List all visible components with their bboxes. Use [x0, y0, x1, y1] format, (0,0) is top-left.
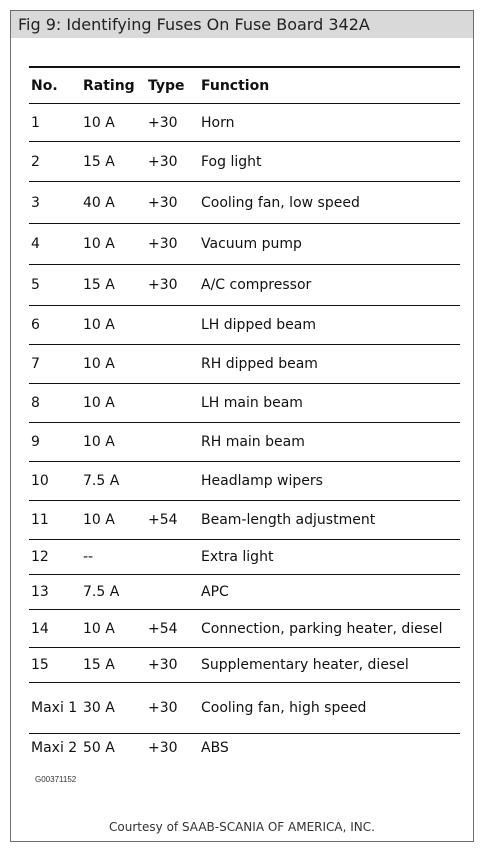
cell-rating: 10 A — [81, 306, 146, 345]
table-row — [29, 501, 460, 540]
table-row — [29, 142, 460, 182]
cell-function: A/C compressor — [199, 265, 460, 306]
cell-rating: 30 A — [81, 683, 146, 734]
cell-no: 4 — [29, 224, 81, 265]
table-row — [29, 423, 460, 462]
cell-function: APC — [199, 575, 460, 610]
table-row — [29, 683, 460, 734]
table-row — [29, 648, 460, 683]
header-rating: Rating — [81, 67, 146, 104]
cell-rating: 7.5 A — [81, 462, 146, 501]
cell-type: +30 — [146, 224, 199, 265]
cell-rating: 50 A — [83, 740, 115, 756]
cell-type — [146, 575, 199, 610]
table-row — [29, 224, 460, 265]
table-row — [29, 734, 460, 795]
cell-no: 12 — [29, 540, 81, 575]
cell-no: Maxi 2 — [31, 740, 78, 756]
table-row — [29, 345, 460, 384]
cell-function: Headlamp wipers — [199, 462, 460, 501]
cell-no: 15 — [29, 648, 81, 683]
cell-type: +30 — [146, 265, 199, 306]
cell-rating: 10 A — [81, 501, 146, 540]
cell-rating: 15 A — [81, 265, 146, 306]
table-row — [29, 104, 460, 142]
cell-no: Maxi 1 — [29, 683, 81, 734]
table-row — [29, 610, 460, 648]
cell-type — [146, 423, 199, 462]
fuse-table — [29, 66, 460, 794]
table-row — [29, 306, 460, 345]
cell-function: RH main beam — [199, 423, 460, 462]
table-row — [29, 540, 460, 575]
header-function: Function — [199, 67, 460, 104]
cell-no: 6 — [29, 306, 81, 345]
cell-no: 9 — [29, 423, 81, 462]
table-row — [29, 575, 460, 610]
figure-title: Fig 9: Identifying Fuses On Fuse Board 342A — [11, 11, 473, 38]
cell-function: Horn — [199, 104, 460, 142]
cell-type — [146, 384, 199, 423]
cell-type: +30 — [146, 648, 199, 683]
cell-no: 8 — [29, 384, 81, 423]
cell-type — [146, 345, 199, 384]
table-row — [29, 384, 460, 423]
cell-function: LH dipped beam — [199, 306, 460, 345]
header-type: Type — [146, 67, 199, 104]
cell-no: 11 — [29, 501, 81, 540]
cell-type: +30 — [146, 104, 199, 142]
cell-rating: -- — [81, 540, 146, 575]
cell-function: LH main beam — [199, 384, 460, 423]
cell-function: ABS — [201, 740, 229, 756]
cell-no: 7 — [29, 345, 81, 384]
cell-type — [146, 306, 199, 345]
cell-rating: 10 A — [81, 384, 146, 423]
cell-type — [146, 462, 199, 501]
cell-no: 10 — [29, 462, 81, 501]
cell-function: Connection, parking heater, diesel — [199, 610, 460, 648]
cell-type — [146, 540, 199, 575]
cell-no: 3 — [29, 182, 81, 224]
cell-no: 13 — [29, 575, 81, 610]
courtesy-line: Courtesy of SAAB-SCANIA OF AMERICA, INC. — [109, 820, 375, 834]
cell-rating: 7.5 A — [81, 575, 146, 610]
cell-type: +30 — [146, 142, 199, 182]
cell-rating: 10 A — [81, 224, 146, 265]
cell-function: Cooling fan, low speed — [199, 182, 460, 224]
cell-no: 14 — [29, 610, 81, 648]
cell-function: Fog light — [199, 142, 460, 182]
cell-rating: 10 A — [81, 104, 146, 142]
figure-frame — [10, 10, 474, 842]
cell-type: +54 — [146, 610, 199, 648]
cell-function: Cooling fan, high speed — [199, 683, 460, 734]
table-row — [29, 462, 460, 501]
cell-function: Vacuum pump — [199, 224, 460, 265]
cell-type: +30 — [146, 182, 199, 224]
cell-rating: 10 A — [81, 345, 146, 384]
cell-rating: 40 A — [81, 182, 146, 224]
cell-no: 5 — [29, 265, 81, 306]
cell-no: 1 — [29, 104, 81, 142]
cell-no: 2 — [29, 142, 81, 182]
header-no: No. — [29, 67, 81, 104]
table-row — [29, 182, 460, 224]
cell-type: +54 — [146, 501, 199, 540]
table-header-row — [29, 67, 460, 104]
figure-code: G00371152 — [35, 775, 77, 784]
cell-function: Supplementary heater, diesel — [199, 648, 460, 683]
cell-function: Beam-length adjustment — [199, 501, 460, 540]
cell-function: Extra light — [199, 540, 460, 575]
cell-type: +30 — [148, 740, 178, 756]
cell-rating: 15 A — [81, 142, 146, 182]
cell-type: +30 — [146, 683, 199, 734]
cell-function: RH dipped beam — [199, 345, 460, 384]
cell-rating: 10 A — [81, 423, 146, 462]
table-row — [29, 265, 460, 306]
cell-rating: 15 A — [81, 648, 146, 683]
cell-rating: 10 A — [81, 610, 146, 648]
